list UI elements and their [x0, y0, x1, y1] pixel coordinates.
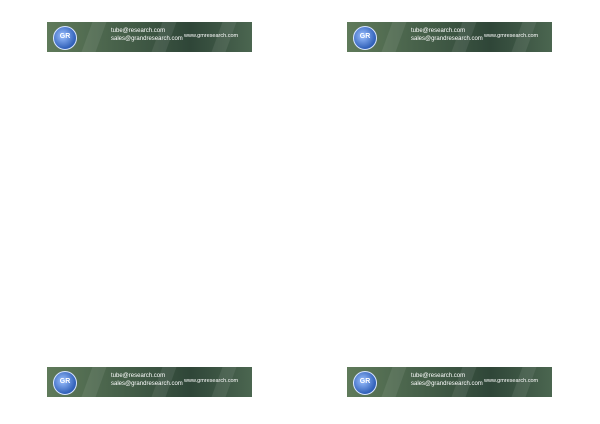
header-banner [47, 22, 252, 52]
banner-contact: tube@research.com sales@grandresearch.com [111, 28, 183, 42]
company-logo-icon: GR [353, 26, 377, 50]
company-logo-icon: GR [53, 26, 77, 50]
banner-site: www.gmresearch.com [484, 33, 539, 39]
banner-site: www.gmresearch.com [184, 33, 239, 39]
banner-contact: tube@research.com sales@grandresearch.com [411, 373, 483, 387]
banner-contact: tube@research.com sales@grandresearch.com [111, 373, 183, 387]
company-logo-icon: GR [53, 371, 77, 395]
banner-contact: tube@research.com sales@grandresearch.com [411, 28, 483, 42]
banner-site: www.gmresearch.com [484, 378, 539, 384]
right-page [300, 0, 600, 424]
footer-banner [47, 367, 252, 397]
banner-site: www.gmresearch.com [184, 378, 239, 384]
company-logo-icon: GR [353, 371, 377, 395]
footer-banner [347, 367, 552, 397]
header-banner [347, 22, 552, 52]
